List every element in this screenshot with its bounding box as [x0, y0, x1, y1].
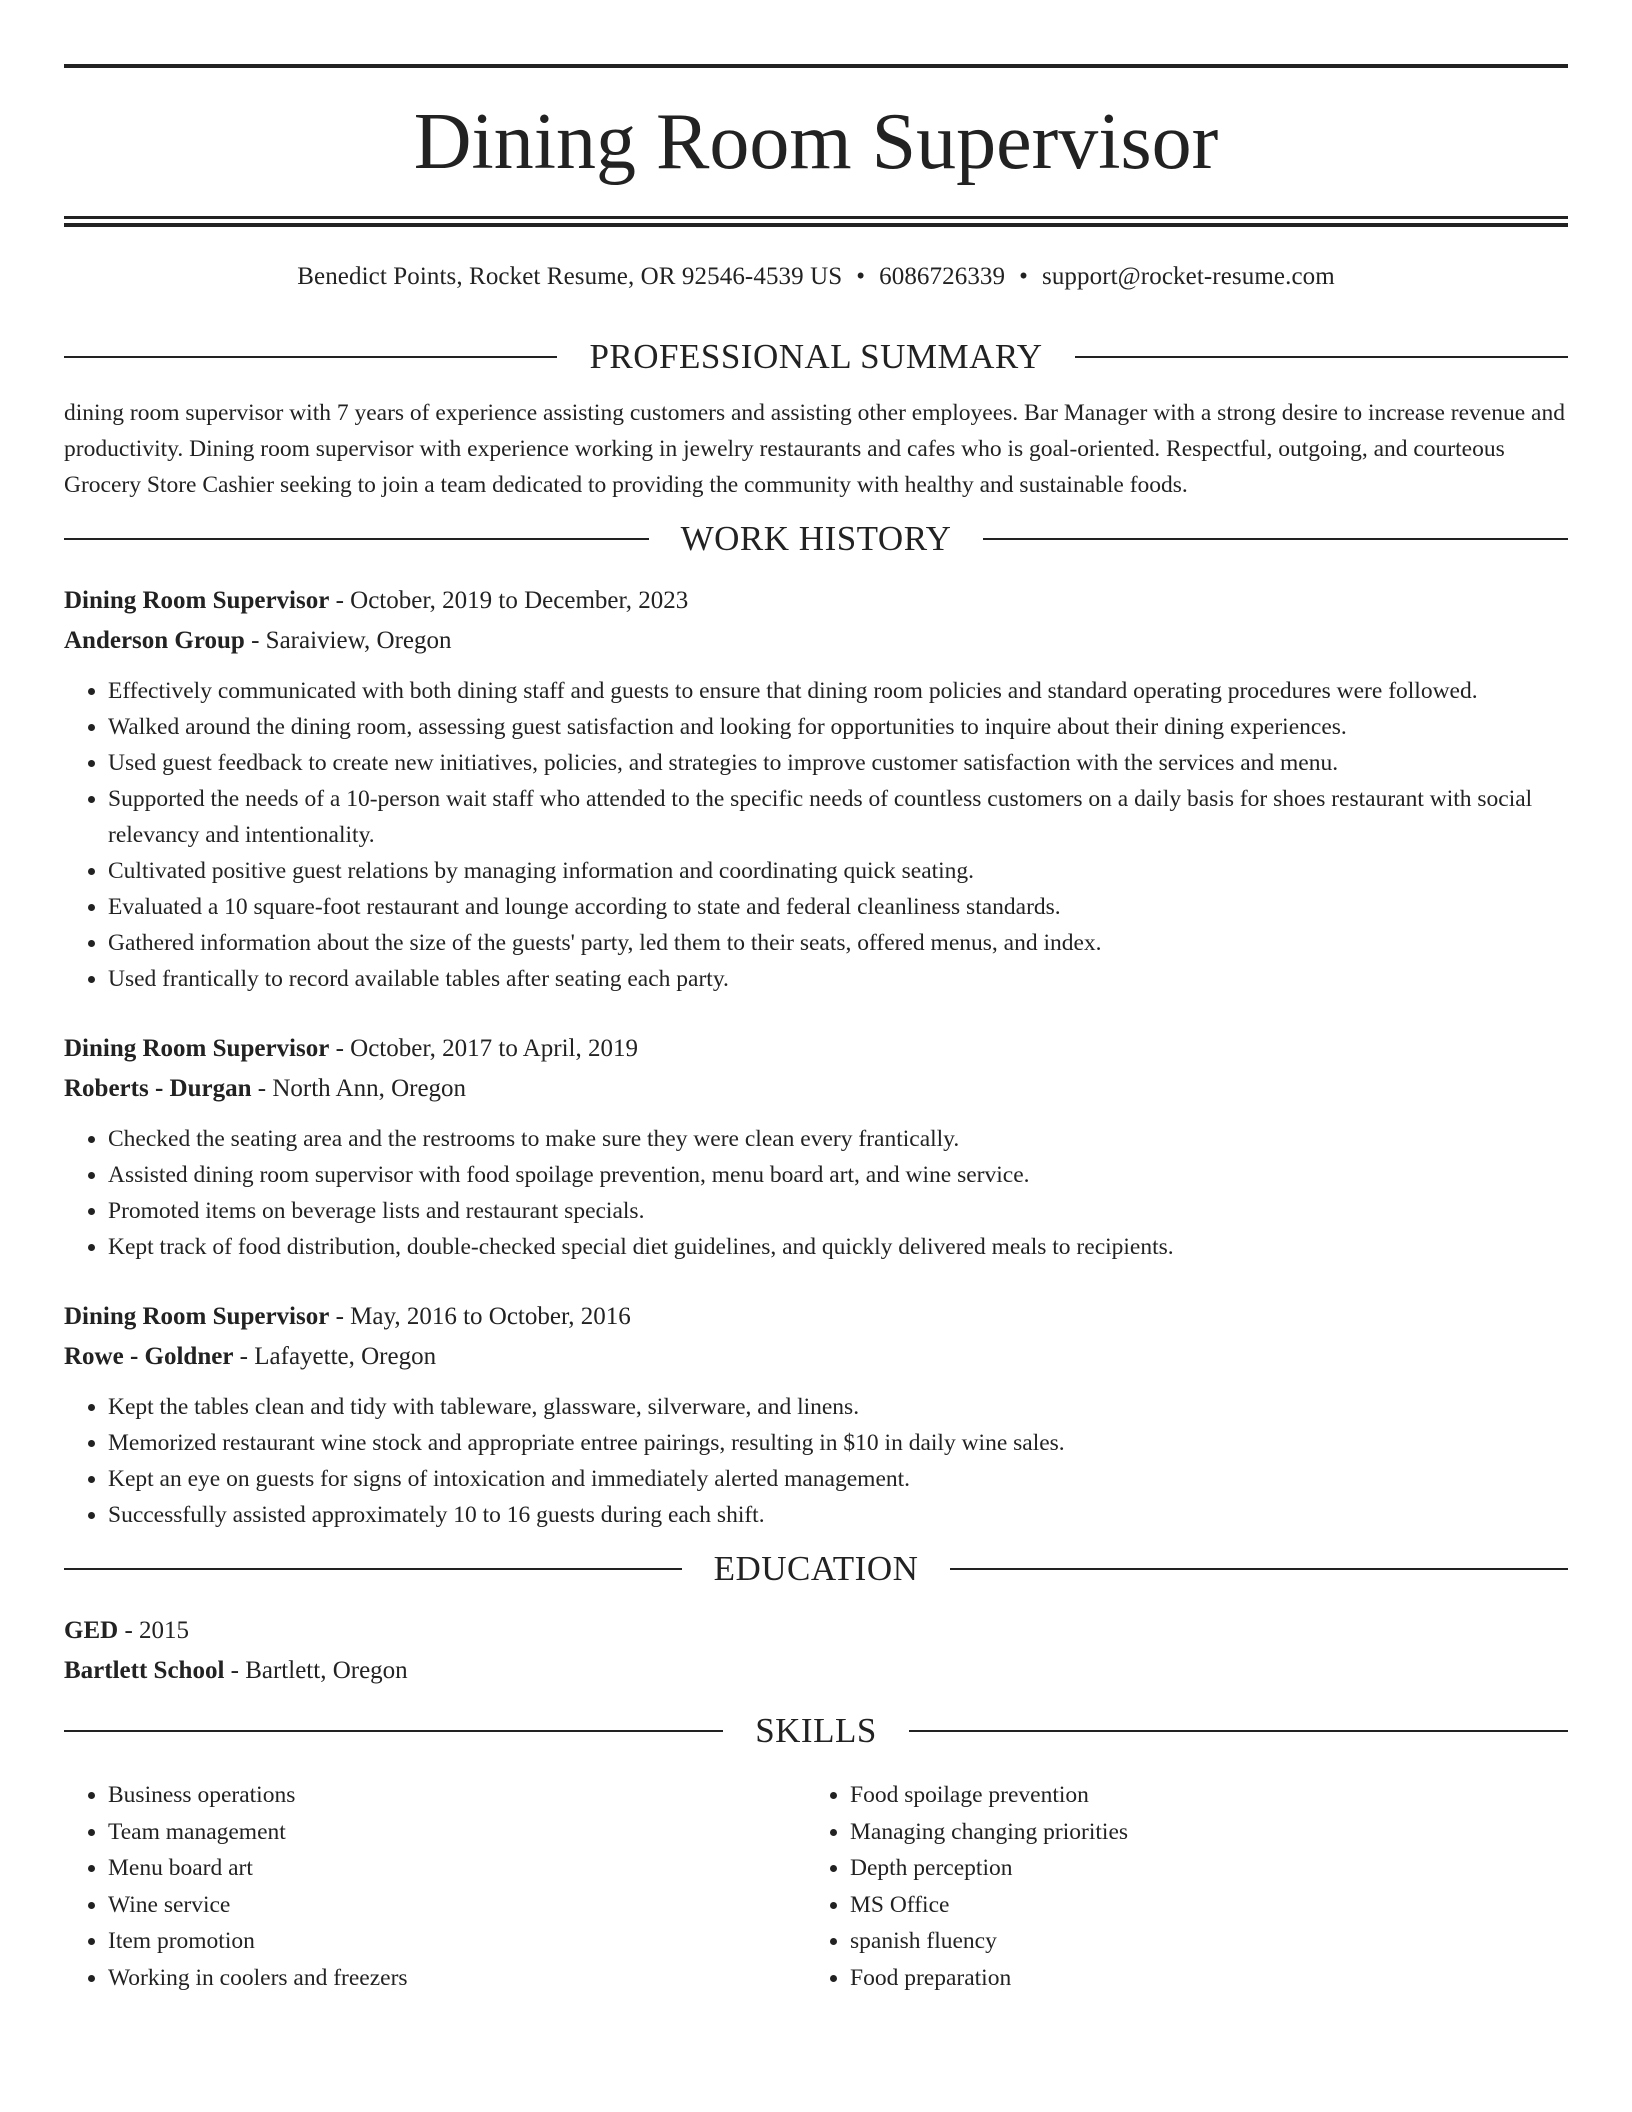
job-dates: - October, 2017 to April, 2019 — [329, 1035, 638, 1062]
resume-page — [64, 64, 1568, 1996]
list-item: • Kept track of food distribution, double-checked special diet guidelines, and quickly delivered meals to recipients. — [108, 1229, 1568, 1265]
list-item: • Kept an eye on guests for signs of intoxication and immediately alerted management. — [108, 1461, 1568, 1497]
job-company: Roberts - Durgan — [64, 1075, 252, 1102]
heading-rule — [950, 1568, 1568, 1570]
job-dates: - May, 2016 to October, 2016 — [329, 1303, 631, 1330]
skills-columns — [64, 1777, 1568, 1996]
section-heading-skills — [64, 1709, 1568, 1753]
job-company-line — [64, 621, 1568, 661]
section-heading-work — [64, 517, 1568, 561]
contact-address: Benedict Points, Rocket Resume, OR 92546-4539 US — [297, 263, 843, 290]
list-item: • Cultivated positive guest relations by managing information and coordinating quick seating. — [108, 853, 1568, 889]
job-title: Dining Room Supervisor — [64, 1035, 330, 1062]
list-item: • Assisted dining room supervisor with food spoilage prevention, menu board art, and wine service. — [108, 1157, 1568, 1193]
job-title-line — [64, 1029, 1568, 1069]
list-item: • Business operations — [108, 1777, 806, 1814]
title-double-rule — [64, 216, 1568, 227]
education-entry — [64, 1611, 1568, 1691]
job-title-line — [64, 1297, 1568, 1337]
education-school: Bartlett School — [64, 1657, 225, 1684]
job-company: Anderson Group — [64, 627, 245, 654]
job-title: Dining Room Supervisor — [64, 587, 330, 614]
list-item: • Working in coolers and freezers — [108, 1960, 806, 1997]
contact-separator: • — [1019, 263, 1028, 290]
job-location: - North Ann, Oregon — [251, 1075, 467, 1102]
list-item: • Evaluated a 10 square-foot restaurant and lounge according to state and federal cleanliness standards. — [108, 889, 1568, 925]
list-item: • Kept the tables clean and tidy with tableware, glassware, silverware, and linens. — [108, 1389, 1568, 1425]
list-item: • Checked the seating area and the restrooms to make sure they were clean every frantically. — [108, 1121, 1568, 1157]
resume-title: Dining Room Supervisor — [413, 98, 1219, 186]
job-location: - Lafayette, Oregon — [233, 1343, 437, 1370]
heading-rule — [909, 1730, 1568, 1732]
heading-rule — [64, 356, 557, 358]
list-item: • Food spoilage prevention — [850, 1777, 1548, 1814]
heading-rule — [64, 538, 649, 540]
contact-phone: 6086726339 — [879, 263, 1006, 290]
heading-rule — [64, 1568, 682, 1570]
contact-email: support@rocket-resume.com — [1041, 263, 1335, 290]
list-item: • Depth perception — [850, 1850, 1548, 1887]
job-company: Rowe - Goldner — [64, 1343, 234, 1370]
job-company-line — [64, 1337, 1568, 1377]
list-item: • Food preparation — [850, 1960, 1548, 1997]
job-entry — [64, 1297, 1568, 1533]
heading-rule — [64, 1730, 723, 1732]
list-item: • Menu board art — [108, 1850, 806, 1887]
contact-separator: • — [856, 263, 866, 290]
education-location: - Bartlett, Oregon — [224, 1657, 408, 1684]
section-title: EDUCATION — [713, 1549, 919, 1588]
list-item: • Memorized restaurant wine stock and appropriate entree pairings, resulting in $10 in daily wine sales. — [108, 1425, 1568, 1461]
job-title: Dining Room Supervisor — [64, 1303, 330, 1330]
list-item: • Used guest feedback to create new initiatives, policies, and strategies to improve customer satisfaction with the services and menu. — [108, 745, 1568, 781]
education-year: - 2015 — [118, 1617, 190, 1644]
list-item: • Successfully assisted approximately 10 to 16 guests during each shift. — [108, 1497, 1568, 1533]
heading-rule — [983, 538, 1568, 540]
section-title: WORK HISTORY — [680, 519, 952, 558]
job-title-line — [64, 581, 1568, 621]
list-item: • Supported the needs of a 10-person wait staff who attended to the specific needs of countless customers on a daily basis for shoes restaurant with social relevancy and intentionality. — [108, 781, 1568, 853]
top-rule — [64, 64, 1568, 68]
heading-rule — [1075, 356, 1568, 358]
skills-right-list — [806, 1777, 1548, 1996]
job-company-line — [64, 1069, 1568, 1109]
list-item: • MS Office — [850, 1887, 1548, 1924]
job-entry — [64, 1029, 1568, 1265]
skills-left-list — [64, 1777, 806, 1996]
education-degree-line — [64, 1611, 1568, 1651]
section-title: PROFESSIONAL SUMMARY — [589, 337, 1043, 376]
section-heading-summary — [64, 335, 1568, 379]
list-item: • Wine service — [108, 1887, 806, 1924]
section-title: SKILLS — [755, 1711, 877, 1750]
job-bullets — [64, 1389, 1568, 1533]
list-item: • Managing changing priorities — [850, 1814, 1548, 1851]
list-item: • Item promotion — [108, 1923, 806, 1960]
job-bullets — [64, 673, 1568, 997]
job-bullets — [64, 1121, 1568, 1265]
section-heading-education — [64, 1547, 1568, 1591]
education-school-line — [64, 1651, 1568, 1691]
job-dates: - October, 2019 to December, 2023 — [329, 587, 689, 614]
job-location: - Saraiview, Oregon — [244, 627, 452, 654]
list-item: • Gathered information about the size of the guests' party, led them to their seats, offered menus, and index. — [108, 925, 1568, 961]
job-entry — [64, 581, 1568, 997]
list-item: • Team management — [108, 1814, 806, 1851]
list-item: • spanish fluency — [850, 1923, 1548, 1960]
education-degree: GED — [64, 1617, 119, 1644]
summary-text: dining room supervisor with 7 years of experience assisting customers and assisting other employees. Bar Manager with a strong desire to increase revenue and productivity. Dining room supervisor with experience working in jewelry restaurants and cafes who is goal-oriented. Respectful, outgoing, and courteous Grocery Store Cashier seeking to join a team dedicated to providing the community with healthy and sustainable foods. — [64, 400, 1565, 498]
list-item: • Promoted items on beverage lists and restaurant specials. — [108, 1193, 1568, 1229]
list-item: • Walked around the dining room, assessing guest satisfaction and looking for opportunities to inquire about their dining experiences. — [108, 709, 1568, 745]
contact-line — [64, 259, 1568, 295]
list-item: • Used frantically to record available tables after seating each party. — [108, 961, 1568, 997]
list-item: • Effectively communicated with both dining staff and guests to ensure that dining room policies and standard operating procedures were followed. — [108, 673, 1568, 709]
